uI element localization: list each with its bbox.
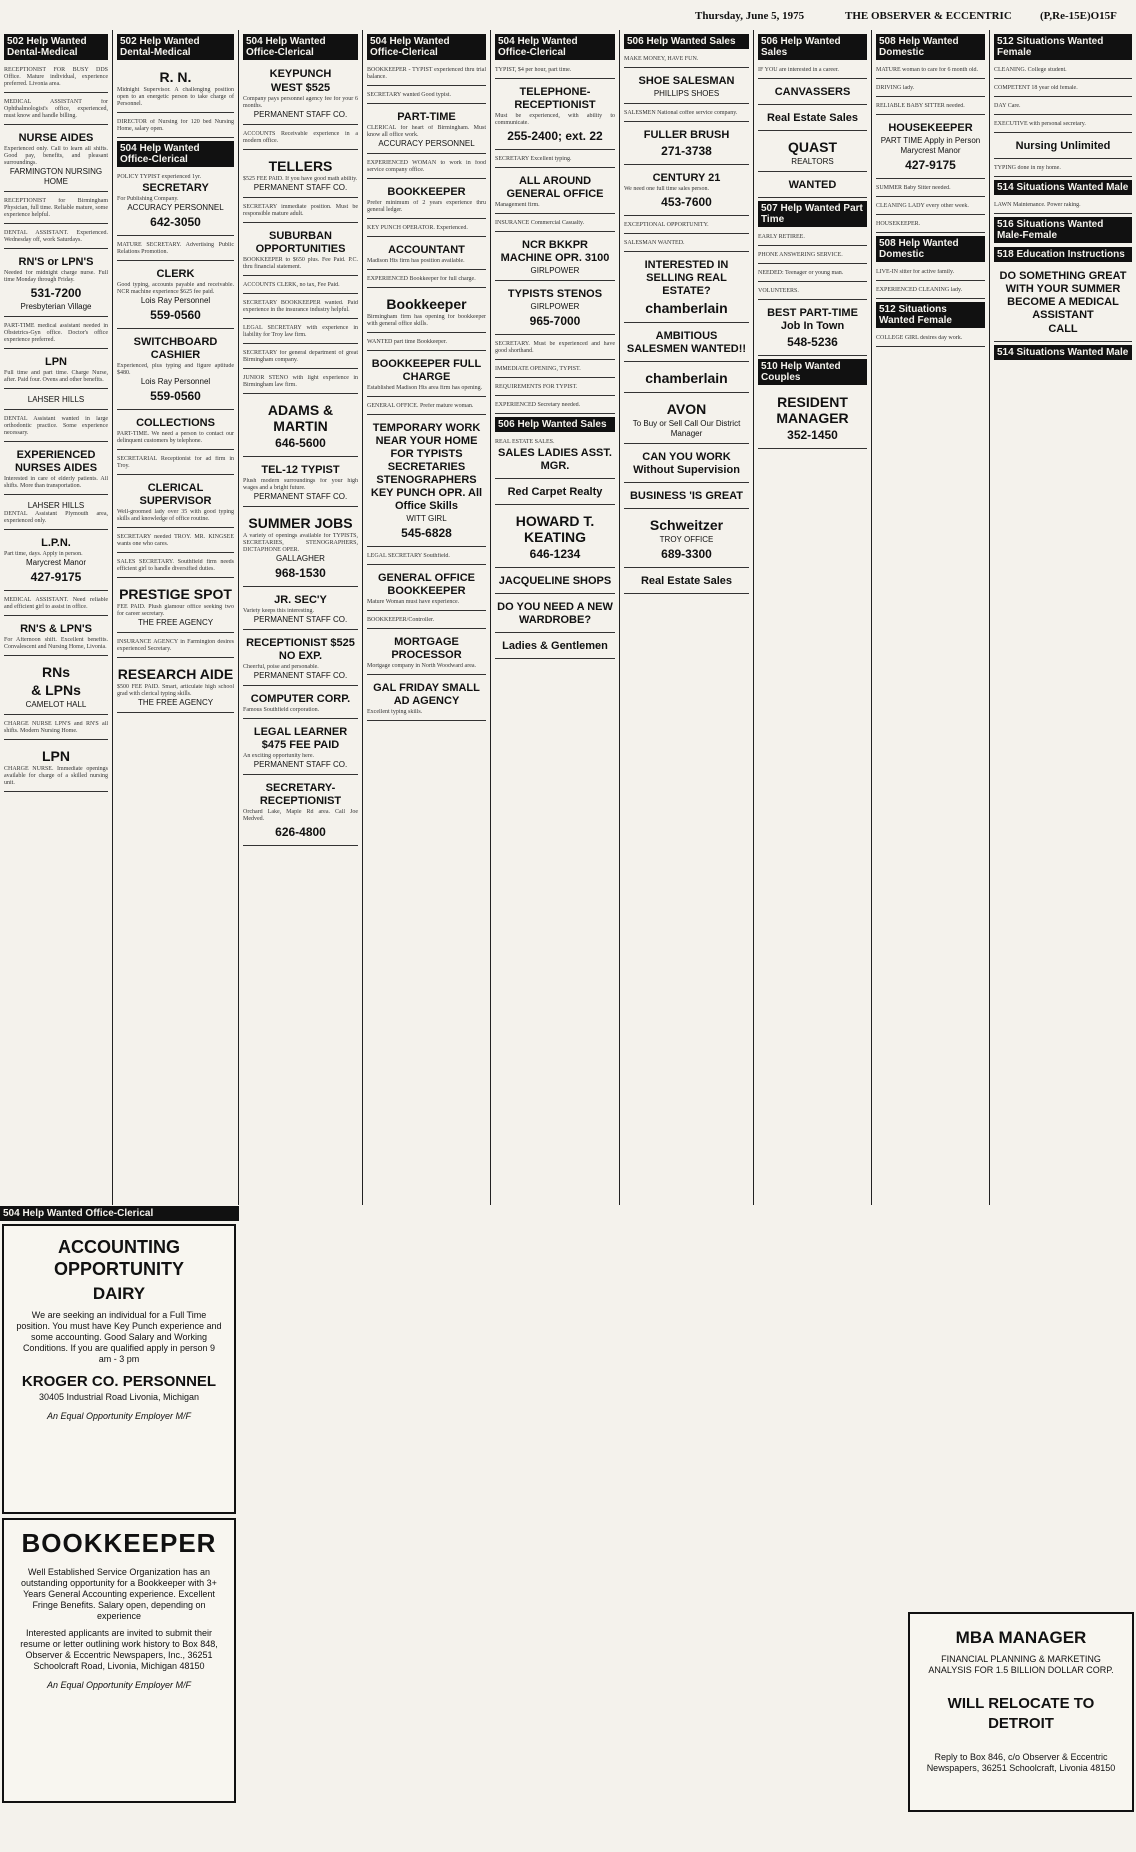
- classified-ad: EXECUTIVE with personal secretary.: [994, 118, 1132, 133]
- section-header: 508 Help Wanted Domestic: [876, 236, 985, 262]
- column-4: [363, 30, 491, 1205]
- classified-ad: LEGAL SECRETARY Southfield.: [367, 550, 486, 565]
- classified-ad: COLLECTIONS PART-TIME. We need a person to contact our delinquent customers by telephone.: [117, 413, 234, 450]
- classified-ad: Real Estate Sales: [758, 108, 867, 131]
- classified-ad: RESIDENT MANAGER 352-1450: [758, 389, 867, 449]
- classified-ad: EXPERIENCED WOMAN to work in food service company office.: [367, 157, 486, 179]
- classified-ad: L.P.N. Part time, days. Apply in person. Marycrest Manor 427-9175: [4, 533, 108, 591]
- classified-ad: WANTED part time Bookkeeper.: [367, 336, 486, 351]
- classified-ad: BOOKKEEPER/Controller.: [367, 614, 486, 629]
- classified-ad: JUNIOR STENO with light experience in Birmingham law firm.: [243, 372, 358, 394]
- classified-ad: COMPUTER CORP. Famous Southfield corporation.: [243, 689, 358, 719]
- classified-ad: BUSINESS 'IS GREAT: [624, 486, 749, 509]
- classified-ad: TYPISTS STENOS GIRLPOWER 965-7000: [495, 284, 615, 335]
- classified-ad: chamberlain: [624, 365, 749, 393]
- ad-body: Well Established Service Organization has an outstanding opportunity for a Bookkeeper with 3+ Years General Accounting experience. Excellent Fringe Benefits. Salary open, depending on experience: [21, 1567, 217, 1621]
- ad-title: MBA MANAGER: [955, 1628, 1087, 1647]
- classified-ad: DENTAL Assistant wanted in large orthodontic practice. Some experience necessary.: [4, 413, 108, 442]
- classified-ad: SECRETARIAL Receptionist for ad firm in Troy.: [117, 453, 234, 475]
- classified-ad: Schweitzer TROY OFFICE 689-3300: [624, 512, 749, 568]
- section-header: 507 Help Wanted Part Time: [758, 201, 867, 227]
- classified-ad: MEDICAL ASSISTANT for Ophthalmologist's office, experienced, must know and handle billing.: [4, 96, 108, 125]
- classified-ad: RECEPTIONIST FOR BUSY DDS Office. Mature individual, experience preferred. Livonia area.: [4, 64, 108, 93]
- classified-ad: KEY PUNCH OPERATOR. Experienced.: [367, 222, 486, 237]
- section-header: 504 Help Wanted Office-Clerical: [495, 34, 615, 60]
- section-header: 502 Help Wanted Dental-Medical: [4, 34, 108, 60]
- classified-ad: KEYPUNCH WEST $525 Company pays personnel agency fee for your 6 months. PERMANENT STAFF CO.: [243, 64, 358, 125]
- classified-ad: MATURE SECRETARY. Advertising Public Relations Promotion.: [117, 239, 234, 261]
- classified-ad: ADAMS & MARTIN 646-5600: [243, 397, 358, 457]
- classified-ad: SALES SECRETARY. Southfield firm needs efficient girl to handle diversified duties.: [117, 556, 234, 578]
- classified-ad: EXPERIENCED CLEANING lady.: [876, 284, 985, 299]
- classified-ad: ACCOUNTANT Madison Hts firm has position available.: [367, 240, 486, 270]
- classified-ad: INSURANCE AGENCY in Farmington desires experienced Secretary.: [117, 636, 234, 658]
- classified-ad: R. N. Midnight Supervisor. A challenging position open to an energetic person to take charge of Personnel.: [117, 64, 234, 113]
- classified-ad: JR. SEC'Y Variety keeps this interesting. PERMANENT STAFF CO.: [243, 590, 358, 630]
- classified-ad: LEGAL SECRETARY with experience in liability for Troy law firm.: [243, 322, 358, 344]
- classified-ad: DENTAL ASSISTANT. Experienced. Wednesday off, work Saturdays.: [4, 227, 108, 249]
- classified-ad: SALESMEN National coffee service company.: [624, 107, 749, 122]
- classified-ad: PART-TIME medical assistant needed in Obstetrics-Gyn office. Doctor's office experience preferred.: [4, 320, 108, 349]
- classified-ad: GENERAL OFFICE. Prefer mature woman.: [367, 400, 486, 415]
- classified-ad: PRESTIGE SPOT FEE PAID. Plush glamour office seeking two for career secretary. THE FREE AGENCY: [117, 581, 234, 633]
- classified-ad: CANVASSERS: [758, 82, 867, 105]
- classified-ad: CLEANING. College student.: [994, 64, 1132, 79]
- classified-ad: SWITCHBOARD CASHIER Experienced, plus typing and figure aptitude $480. Lois Ray Personnel 559-0560: [117, 332, 234, 410]
- ad-title: ACCOUNTING OPPORTUNITY: [53, 1237, 184, 1279]
- classified-ad: LAWN Maintenance. Power raking.: [994, 199, 1132, 214]
- eoe-line: An Equal Opportunity Employer M/F: [46, 1411, 192, 1421]
- section-header: 512 Situations Wanted Female: [876, 302, 985, 328]
- classified-ad: SECRETARY-RECEPTIONIST Orchard Lake, Maple Rd area. Call Joe Medved. 626-4800: [243, 778, 358, 846]
- accounting-opportunity-ad: [2, 1224, 236, 1514]
- classified-ad: RN'S & LPN'S For Afternoon shift. Excellent benefits. Convalescent and Nursing Home, Livonia.: [4, 619, 108, 656]
- masthead: [0, 0, 1136, 30]
- classified-ad: INTERESTED IN SELLING REAL ESTATE? chamberlain: [624, 255, 749, 323]
- classified-ad: DRIVING lady.: [876, 82, 985, 97]
- classified-ad: MATURE woman to care for 6 month old.: [876, 64, 985, 79]
- classified-ad: REQUIREMENTS FOR TYPIST.: [495, 381, 615, 396]
- classified-ad: IF YOU are interested in a career.: [758, 64, 867, 79]
- classified-ad: SECRETARY Excellent typing.: [495, 153, 615, 168]
- classified-ad: LAHSER HILLS: [4, 392, 108, 410]
- classified-ad: TELLERS $525 FEE PAID. If you have good math ability. PERMANENT STAFF CO.: [243, 153, 358, 198]
- classified-ad: JACQUELINE SHOPS: [495, 571, 615, 594]
- classified-ad: INSURANCE Commercial Casualty.: [495, 217, 615, 232]
- classified-ad: PHONE ANSWERING SERVICE.: [758, 249, 867, 264]
- classified-ad: TEL-12 TYPIST Plush modern surroundings for your high wages and a bright future. PERMANENT STAFF CO.: [243, 460, 358, 507]
- column-9: [990, 30, 1136, 1205]
- ad-relocate: WILL RELOCATE TO DETROIT: [947, 1695, 1095, 1732]
- classified-ad: CLERICAL SUPERVISOR Well-groomed lady over 35 with good typing skills and knowledge of office routine.: [117, 478, 234, 528]
- paper-name: THE OBSERVER & ECCENTRIC: [845, 10, 1012, 22]
- classified-ad: ACCOUNTS CLERK, no tax, Fee Paid.: [243, 279, 358, 294]
- classified-ad: SECRETARY for general department of great Birmingham company.: [243, 347, 358, 369]
- classified-ad: COMPETENT 18 year old female.: [994, 82, 1132, 97]
- classified-ad: REAL ESTATE SALES. SALES LADIES ASST. MGR.: [495, 436, 615, 479]
- classified-ad: WANTED: [758, 175, 867, 198]
- classified-ad: DO YOU NEED A NEW WARDROBE?: [495, 597, 615, 633]
- section-header: 514 Situations Wanted Male: [994, 345, 1132, 360]
- section-header: 506 Help Wanted Sales: [624, 34, 749, 49]
- column-6: [620, 30, 754, 1205]
- classified-ad: IMMEDIATE OPENING, TYPIST.: [495, 363, 615, 378]
- classified-ad: SUBURBAN OPPORTUNITIES BOOKKEEPER to $650 plus. Fee Paid. P.C. thru financial statement.: [243, 226, 358, 276]
- classified-ad: NEEDED: Teenager or young man.: [758, 267, 867, 282]
- classified-ad: TYPIST, $4 per hour, part time.: [495, 64, 615, 79]
- column-8: [872, 30, 990, 1205]
- ad-reply: Reply to Box 846, c/o Observer & Eccentric Newspapers, 36251 Schoolcraft, Livonia 48150: [926, 1752, 1116, 1773]
- classified-ad: RESEARCH AIDE $500 FEE PAID. Smart, articulate high school grad with clerical typing skills. THE FREE AGENCY: [117, 661, 234, 713]
- section-header: 502 Help Wanted Dental-Medical: [117, 34, 234, 60]
- classified-ad: LEGAL LEARNER $475 FEE PAID An exciting opportunity here. PERMANENT STAFF CO.: [243, 722, 358, 775]
- classified-ad: SECRETARY needed TROY. MR. KINGSEE wants one who cares.: [117, 531, 234, 553]
- classified-ad: BOOKKEEPER Prefer minimum of 2 years experience thru general ledger.: [367, 182, 486, 219]
- column-1: [0, 30, 113, 1205]
- classified-ad: CAN YOU WORK Without Supervision: [624, 447, 749, 483]
- column-3: [239, 30, 363, 1205]
- classified-ad: NURSE AIDES Experienced only. Call to learn all shifts. Good pay, benefits, and pleasant surroundings. FARMINGTON NURSING HOME: [4, 128, 108, 192]
- classified-ad: DO SOMETHING GREAT WITH YOUR SUMMER BECOME A MEDICAL ASSISTANT CALL: [994, 266, 1132, 342]
- classified-ad: BEST PART-TIME Job In Town 548-5236: [758, 303, 867, 356]
- ad-reply: Interested applicants are invited to submit their resume or letter outlining work history to Box 848, Observer & Eccentric Newspapers, Inc., 36251 Schoolcraft Road, Livonia, Michigan 48150: [20, 1628, 218, 1671]
- classified-ad: AVON To Buy or Sell Call Our District Manager: [624, 396, 749, 444]
- classified-ad: SECRETARY immediate position. Must be responsible mature adult.: [243, 201, 358, 223]
- ad-subtitle: FINANCIAL PLANNING & MARKETING ANALYSIS FOR 1.5 BILLION DOLLAR CORP.: [928, 1654, 1114, 1675]
- issue-date: Thursday, June 5, 1975: [695, 10, 805, 22]
- classified-ad: RECEPTIONIST for Birmingham Physician, full time. Reliable mature, some experience helpful.: [4, 195, 108, 224]
- classified-ad: LPN CHARGE NURSE. Immediate openings available for charge of a skilled nursing unit.: [4, 743, 108, 792]
- classified-ad: Real Estate Sales: [624, 571, 749, 594]
- classified-ad: DAY Care.: [994, 100, 1132, 115]
- classified-ad: Red Carpet Realty: [495, 482, 615, 505]
- page-code: (P,Re-15E)O15F: [1040, 10, 1117, 22]
- classified-ad: SUMMER JOBS A variety of openings available for TYPISTS, SECRETARIES, STENOGRAPHERS, DICTAPHONE OPER. GALLAGHER 968-1530: [243, 510, 358, 587]
- classified-ad: EXCEPTIONAL OPPORTUNITY.: [624, 219, 749, 234]
- classified-ad: CENTURY 21 We need one full time sales person. 453-7600: [624, 168, 749, 216]
- classified-ad: EXPERIENCED Secretary needed.: [495, 399, 615, 414]
- section-header: 504 Help Wanted Office-Clerical: [243, 34, 358, 60]
- classified-ad: TYPING done in my home.: [994, 162, 1132, 177]
- classified-ad: LAHSER HILLS DENTAL Assistant Plymouth area, experienced only.: [4, 498, 108, 530]
- classified-ad: RECEPTIONIST $525 NO EXP. Cheerful, poise and personable. PERMANENT STAFF CO.: [243, 633, 358, 686]
- classified-ad: RELIABLE BABY SITTER needed.: [876, 100, 985, 115]
- classified-ad: TEMPORARY WORK NEAR YOUR HOME FOR TYPISTS SECRETARIES STENOGRAPHERS KEY PUNCH OPR. All Office Skills WITT GIRL 545-6828: [367, 418, 486, 547]
- classified-ad: PART-TIME CLERICAL for heart of Birmingham. Must know all office work. ACCURACY PERSONNEL: [367, 107, 486, 154]
- classified-ad: NCR BKKPR MACHINE OPR. 3100 GIRLPOWER: [495, 235, 615, 281]
- classified-ad: Nursing Unlimited: [994, 136, 1132, 159]
- section-header: 504 Help Wanted Office-Clerical: [367, 34, 486, 60]
- classified-ad: RNs & LPNs CAMELOT HALL: [4, 659, 108, 715]
- classified-ad: AMBITIOUS SALESMEN WANTED!!: [624, 326, 749, 362]
- column-2: [113, 30, 239, 1205]
- classified-ad: EARLY RETIREE.: [758, 231, 867, 246]
- classified-ad: LPN Full time and part time. Charge Nurse, after. Paid four. Ovens and other benefits.: [4, 352, 108, 389]
- classified-ad: HOUSEKEEPER PART TIME Apply in Person Marycrest Manor 427-9175: [876, 118, 985, 179]
- classified-ad: DIRECTOR of Nursing for 120 bed Nursing Home, salary open.: [117, 116, 234, 138]
- section-header: 510 Help Wanted Couples: [758, 359, 867, 385]
- classified-ad: SUMMER Baby Sitter needed.: [876, 182, 985, 197]
- section-header: 504 Help Wanted Office-Clerical: [0, 1206, 239, 1221]
- classified-ad: CLEANING LADY every other week.: [876, 200, 985, 215]
- section-header: 518 Education Instructions: [994, 247, 1132, 262]
- eoe-line: An Equal Opportunity Employer M/F: [46, 1680, 192, 1690]
- bookkeeper-ad: [2, 1518, 236, 1803]
- classified-ad: EXPERIENCED NURSES AIDES Interested in care of elderly patients. All shifts. More than transportation.: [4, 445, 108, 495]
- classified-ad: SECRETARY. Must be experienced and have good shorthand.: [495, 338, 615, 360]
- classified-ad: POLICY TYPIST experienced 1yr. SECRETARY For Publishing Company. ACCURACY PERSONNEL 642-3050: [117, 171, 234, 236]
- column-5: [491, 30, 620, 1205]
- classified-ad: GAL FRIDAY SMALL AD AGENCY Excellent typing skills.: [367, 678, 486, 721]
- classified-ad: ACCOUNTS Receivable experience in a modern office.: [243, 128, 358, 150]
- classified-ad: RN'S or LPN'S Needed for midnight charge nurse. Full time Monday through Friday. 531-7200 Presbyterian Village: [4, 252, 108, 317]
- section-header: 516 Situations Wanted Male-Female: [994, 217, 1132, 243]
- classified-ad: BOOKKEEPER FULL CHARGE Established Madison Hts area firm has opening.: [367, 354, 486, 397]
- classified-ad: SECRETARY wanted Good typist.: [367, 89, 486, 104]
- classified-ad: MAKE MONEY, HAVE FUN.: [624, 53, 749, 68]
- classified-ad: MORTGAGE PROCESSOR Mortgage company in North Woodward area.: [367, 632, 486, 675]
- company-address: 30405 Industrial Road Livonia, Michigan: [38, 1392, 200, 1402]
- classified-ad: CLERK Good typing, accounts payable and receivable. NCR machine experience $625 fee paid. Lois Ray Personnel 559-0560: [117, 264, 234, 329]
- classified-ad: MEDICAL ASSISTANT. Need reliable and efficient girl to assist in office.: [4, 594, 108, 616]
- ad-subtitle: DAIRY: [92, 1284, 146, 1303]
- section-header: 506 Help Wanted Sales: [758, 34, 867, 60]
- classified-ad: SECRETARY BOOKKEEPER wanted. Paid experience in the insurance industry helpful.: [243, 297, 358, 319]
- section-header: 504 Help Wanted Office-Clerical: [117, 141, 234, 167]
- column-7: [754, 30, 872, 1205]
- classified-ad: HOWARD T. KEATING 646-1234: [495, 508, 615, 568]
- section-header: 508 Help Wanted Domestic: [876, 34, 985, 60]
- ad-body: We are seeking an individual for a Full Time position. You must have Key Punch experience and some accounting. Good Salary and Working Conditions. If you are qualified apply in person 9 am - 3 pm: [16, 1310, 222, 1364]
- classified-ad: Bookkeeper Birmingham firm has opening for bookkeeper with general office skills.: [367, 291, 486, 333]
- section-header: 506 Help Wanted Sales: [495, 417, 615, 432]
- classified-ad: Ladies & Gentlemen: [495, 636, 615, 659]
- classified-ad: CHARGE NURSE LPN'S and RN'S all shifts. Modern Nursing Home.: [4, 718, 108, 740]
- section-header: 512 Situations Wanted Female: [994, 34, 1132, 60]
- classified-ad: COLLEGE GIRL desires day work.: [876, 332, 985, 347]
- classified-ad: ALL AROUND GENERAL OFFICE Management firm.: [495, 171, 615, 214]
- classified-ad: HOUSEKEEPER.: [876, 218, 985, 233]
- classified-ad: BOOKKEEPER - TYPIST experienced thru trial balance.: [367, 64, 486, 86]
- classified-ad: SALESMAN WANTED.: [624, 237, 749, 252]
- ad-title: BOOKKEEPER: [21, 1528, 217, 1558]
- section-header: 514 Situations Wanted Male: [994, 180, 1132, 195]
- classified-ad: LIVE-IN sitter for active family.: [876, 266, 985, 281]
- company-name: KROGER CO. PERSONNEL: [21, 1373, 217, 1390]
- classified-ad: GENERAL OFFICE BOOKKEEPER Mature Woman must have experience.: [367, 568, 486, 611]
- classified-ad: QUAST REALTORS: [758, 134, 867, 172]
- classified-ad: VOLUNTEERS.: [758, 285, 867, 300]
- classified-ad: FULLER BRUSH 271-3738: [624, 125, 749, 165]
- classified-ad: TELEPHONE-RECEPTIONIST Must be experienced, with ability to communicate. 255-2400; ext. 22: [495, 82, 615, 150]
- mba-manager-ad: [908, 1612, 1134, 1812]
- classified-ad: SHOE SALESMAN PHILLIPS SHOES: [624, 71, 749, 104]
- classified-ad: EXPERIENCED Bookkeeper for full charge.: [367, 273, 486, 288]
